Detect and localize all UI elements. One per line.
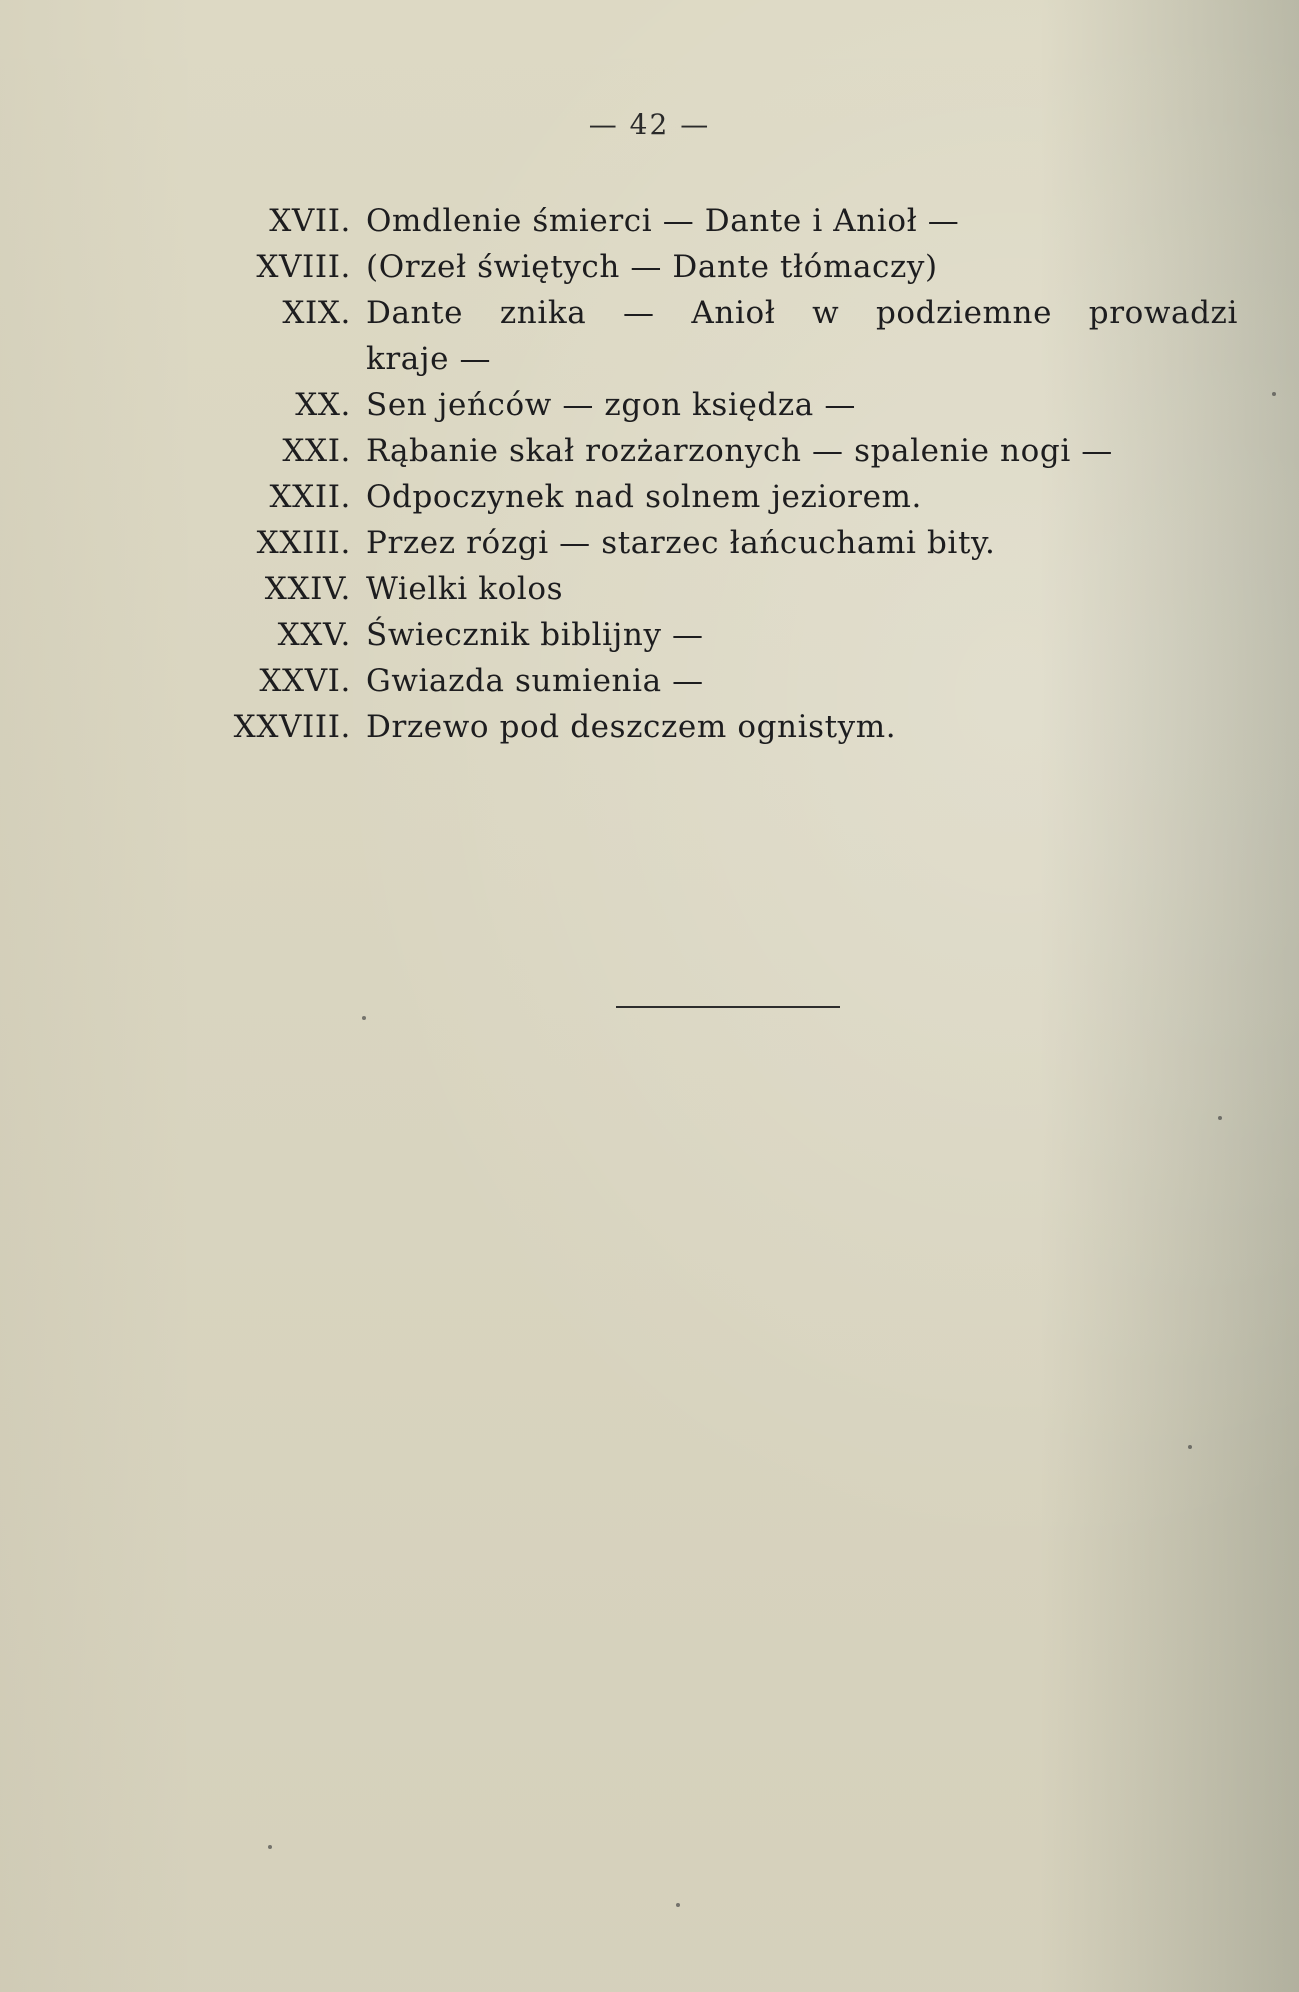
toc-entry-20 (0, 382, 1299, 428)
chapter-title: Odpoczynek nad solnem jeziorem. (366, 479, 922, 515)
chapter-numeral: XVIII. (256, 249, 351, 285)
toc-entry-26 (0, 658, 1299, 704)
chapter-title: Rąbanie skał rozżarzonych — spalenie nogi — (366, 433, 1113, 469)
paper-speck (1272, 392, 1276, 396)
chapter-numeral: XXVI. (259, 663, 351, 699)
chapter-title: Gwiazda sumienia — (366, 663, 704, 699)
chapter-title: Świecznik biblijny — (366, 617, 704, 653)
chapter-numeral: XVII. (269, 203, 351, 239)
chapter-numeral: XIX. (282, 295, 351, 331)
chapter-numeral: XXI. (282, 433, 351, 469)
page-number: — 42 — (588, 108, 711, 141)
toc-entry-23 (0, 520, 1299, 566)
toc-entry-19-continuation (0, 336, 1299, 382)
chapter-title: (Orzeł świętych — Dante tłómaczy) (366, 249, 938, 285)
table-of-contents (0, 198, 1299, 750)
paper-speck (268, 1845, 272, 1849)
chapter-numeral: XXV. (277, 617, 351, 653)
toc-entry-25 (0, 612, 1299, 658)
chapter-title: Dante znika — Anioł w podziemne prowadzi (366, 295, 1238, 331)
chapter-numeral: XXIV. (264, 571, 351, 607)
toc-entry-18 (0, 244, 1299, 290)
paper-speck (1188, 1445, 1192, 1449)
chapter-title: Przez rózgi — starzec łańcuchami bity. (366, 525, 996, 561)
end-rule-divider (616, 1006, 840, 1008)
toc-entry-21 (0, 428, 1299, 474)
chapter-title: Sen jeńców — zgon księdza — (366, 387, 856, 423)
chapter-numeral: XX. (295, 387, 351, 423)
paper-speck (676, 1903, 680, 1907)
toc-entry-19 (0, 290, 1299, 336)
chapter-title-continuation: kraje — (366, 341, 492, 377)
paper-speck (362, 1016, 366, 1020)
toc-entry-17 (0, 198, 1299, 244)
toc-entry-22 (0, 474, 1299, 520)
chapter-numeral: XXII. (269, 479, 351, 515)
paper-speck (1218, 1116, 1222, 1120)
chapter-title: Omdlenie śmierci — Dante i Anioł — (366, 203, 960, 239)
toc-entry-28 (0, 704, 1299, 750)
toc-entry-24 (0, 566, 1299, 612)
chapter-title: Wielki kolos (366, 571, 564, 607)
chapter-numeral: XXVIII. (233, 709, 351, 745)
chapter-numeral: XXIII. (256, 525, 351, 561)
chapter-title: Drzewo pod deszczem ognistym. (366, 709, 897, 745)
